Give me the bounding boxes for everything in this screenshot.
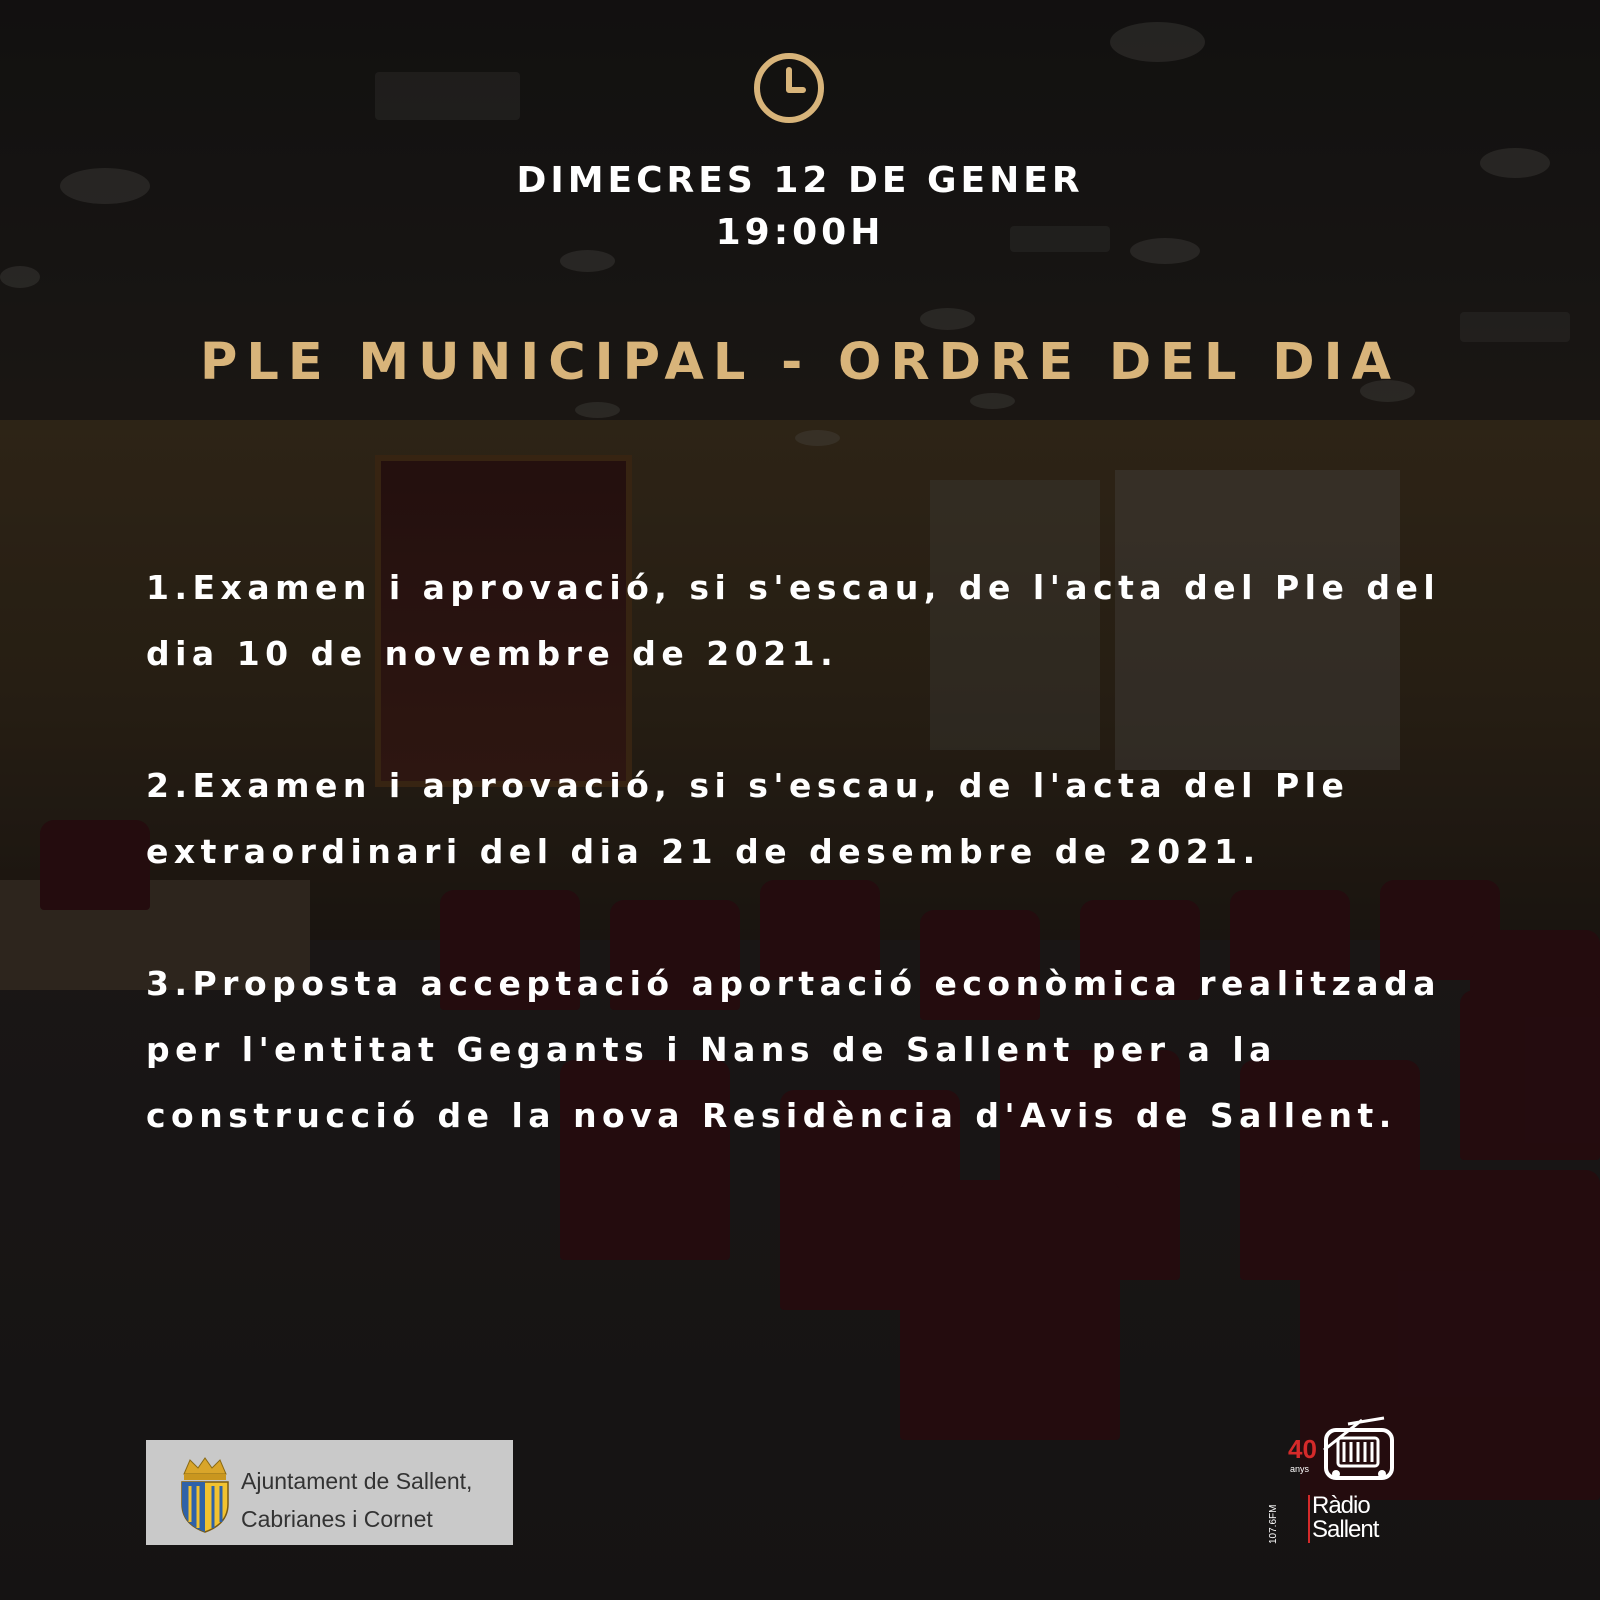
- event-datetime: [0, 155, 1600, 259]
- ajuntament-logo: [146, 1440, 513, 1545]
- radio-name: [1312, 1494, 1378, 1542]
- agenda-item: 3.Proposta acceptació aportació econòmica realitzada per l'entitat Gegants i Nans de Sallent per a la construcció de la nova Residència d'Avis de Sallent.: [146, 964, 1441, 1135]
- page-title: PLE MUNICIPAL - ORDRE DEL DIA: [199, 333, 1401, 392]
- agenda-list: [146, 555, 1466, 1215]
- radio-sallent-logo: [1268, 1400, 1408, 1545]
- shield-icon: [176, 1456, 234, 1534]
- radio-anniversary: 40: [1288, 1434, 1317, 1464]
- agenda-item: 1.Examen i aprovació, si s'escau, de l'acta del Ple del dia 10 de novembre de 2021.: [146, 568, 1441, 673]
- ajuntament-name-line2: Cabrianes i Cornet: [241, 1506, 433, 1532]
- ajuntament-name: [241, 1462, 472, 1538]
- radio-name-line1: Ràdio: [1312, 1492, 1370, 1519]
- event-time: 19:00H: [715, 212, 885, 253]
- ajuntament-name-line1: Ajuntament de Sallent,: [241, 1468, 473, 1494]
- radio-anniversary-unit: anys: [1290, 1464, 1310, 1474]
- agenda-item: 2.Examen i aprovació, si s'escau, de l'acta del Ple extraordinari del dia 21 de desembre de 2021.: [146, 766, 1350, 871]
- clock-icon: [753, 52, 825, 124]
- radio-frequency: 107.6FM: [1268, 1504, 1279, 1544]
- radio-icon: [1318, 1410, 1398, 1485]
- radio-divider: [1308, 1495, 1310, 1543]
- event-date: DIMECRES 12 DE GENER: [516, 160, 1084, 201]
- radio-name-line2: Sallent: [1312, 1516, 1379, 1543]
